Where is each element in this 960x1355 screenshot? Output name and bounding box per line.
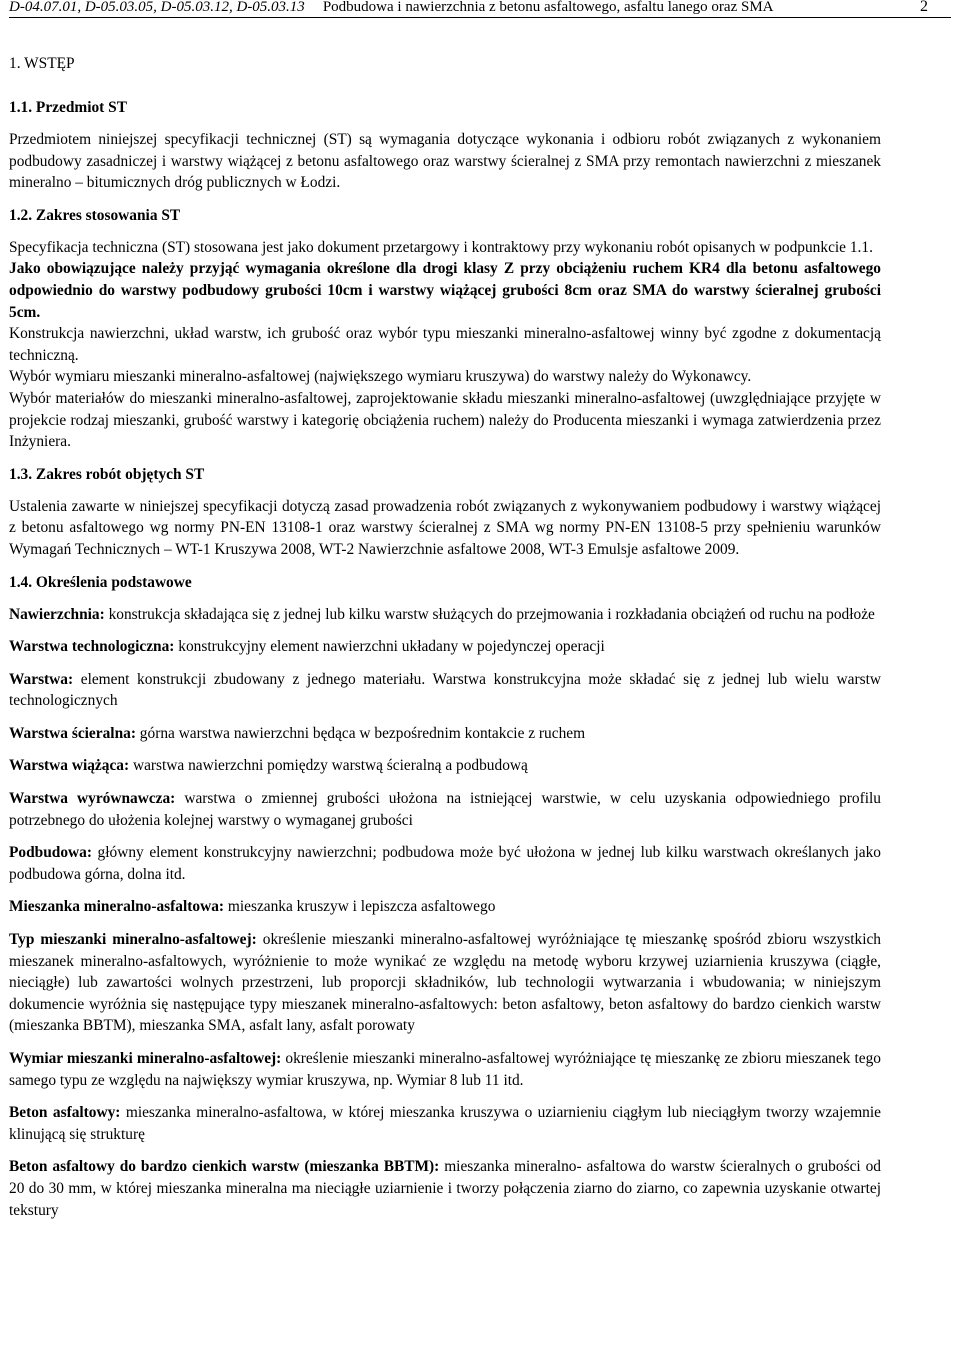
paragraph-zakres-5: Wybór materiałów do mieszanki mineralno-asfaltowej, zaprojektowanie składu mieszanki mineralno-asfaltowej (uwzględniające przyjęte w projekcie rodzaj mieszanki, grubość warstwy i kategorię obciążenia ruchem) należy do Producenta mieszanki i wymaga zatwierdzenia przez Inżyniera.: [9, 389, 881, 451]
paragraph-zakres-bold: Jako obowiązujące należy przyjąć wymagania określone dla drogi klasy Z przy obciążeniu ruchem KR4 dla betonu asfaltowego odpowiednio do warstwy podbudowy grubości 10cm i warstwy wiążącej grubości 8cm oraz SMA do warstwy ścieralnej grubości 5cm.: [9, 260, 881, 321]
definition-text: element konstrukcji zbudowany z jednego materiału. Warstwa konstrukcyjna może składać się z jednej lub wielu warstw technologicznych: [9, 670, 881, 710]
definition-term: Beton asfaltowy do bardzo cienkich warstw (mieszanka BBTM):: [9, 1158, 440, 1176]
definition-text: warstwa nawierzchni pomiędzy warstwą ścieralną a podbudową: [129, 757, 528, 775]
definition-item: [9, 723, 881, 745]
definition-item: [9, 755, 881, 777]
definition-item: [9, 788, 881, 831]
definition-text: górna warstwa nawierzchni będąca w bezpośrednim kontakcie z ruchem: [135, 724, 586, 742]
spec-codes: D-04.07.01, D-05.03.05, D-05.03.12, D-05.03.13: [9, 0, 305, 15]
section-heading-wstep: 1. WSTĘP: [9, 55, 75, 72]
definition-item: [9, 1048, 881, 1091]
definition-item: [9, 1102, 881, 1145]
definition-text: główny element konstrukcyjny nawierzchni; podbudowa może być ułożona w jednej lub kilku warstwach określanych jako podbudowa górna, dolna itd.: [9, 844, 881, 883]
subsection-heading-1-1: 1.1. Przedmiot ST: [9, 99, 127, 116]
subsection-heading-1-3: 1.3. Zakres robót objętych ST: [9, 465, 205, 483]
definition-term: Podbudowa:: [9, 844, 92, 862]
definition-term: Beton asfaltowy:: [9, 1104, 121, 1122]
definition-text: określenie mieszanki mineralno-asfaltowej wyróżniające tę mieszankę ze zbioru mieszanek tego samego typu ze względu na największy wymiar kruszywa, np. Wymiar 8 lub 11 itd.: [9, 1050, 881, 1089]
definition-term: Warstwa technologiczna:: [9, 638, 175, 656]
definition-text: mieszanka mineralno-asfaltowa, w której mieszanka kruszywa o uziarnieniu ciągłym lub nieciągłym tworzy wzajemnie klinującą się strukturę: [9, 1104, 881, 1143]
definition-term: Warstwa ścieralna:: [9, 724, 136, 742]
paragraph-przedmiot: Przedmiotem niniejszej specyfikacji technicznej (ST) są wymagania dotyczące wykonania i odbioru robót związanych z wykonaniem podbudowy zasadniczej i warstwy wiążącej z betonu asfaltowego oraz warstwy ścieralnej z SMA przy remontach nawierzchni z mieszanek mineralno – bitumicznych dróg publicznych w Łodzi.: [9, 131, 881, 192]
subsection-heading-1-2: 1.2. Zakres stosowania ST: [9, 206, 181, 224]
paragraph-zakres-4: Wybór wymiaru mieszanki mineralno-asfaltowej (największego wymiaru kruszywa) do warstwy należy do Wykonawcy.: [9, 368, 752, 386]
paragraph-zakres-robot: Ustalenia zawarte w niniejszej specyfikacji dotyczą zasad prowadzenia robót związanych z wykonywaniem podbudowy i warstwy wiążącej z betonu asfaltowego wg normy PN-EN 13108-1 oraz warstwy ścieralnej z SMA wg normy PN-EN 13108-5 przy spełnieniu warunków Wymagań Technicznych – WT-1 Kruszywa 2008, WT-2 Nawierzchnie asfaltowe 2008, WT-3 Emulsje asfaltowe 2009.: [9, 497, 881, 558]
paragraph-zakres-3: Konstrukcja nawierzchni, układ warstw, ich grubość oraz wybór typu mieszanki mineralno-asfaltowej winny być zgodne z dokumentacją techniczną.: [9, 325, 881, 364]
definition-term: Nawierzchnia:: [9, 605, 105, 623]
definition-term: Warstwa wiążąca:: [9, 757, 130, 775]
definition-text: mieszanka kruszyw i lepiszcza asfaltowego: [224, 898, 496, 916]
page-number: 2: [920, 0, 928, 15]
paragraph-zakres-1: Specyfikacja techniczna (ST) stosowana jest jako dokument przetargowy i kontraktowy przy wykonaniu robót opisanych w podpunkcie 1.1.: [9, 238, 873, 256]
definition-item: [9, 604, 881, 626]
definition-term: Wymiar mieszanki mineralno-asfaltowej:: [9, 1050, 282, 1067]
definition-item: [9, 669, 881, 712]
definition-term: Mieszanka mineralno-asfaltowa:: [9, 898, 225, 916]
definition-text: konstrukcja składająca się z jednej lub kilku warstw służących do przejmowania i rozkładania obciążeń od ruchu na podłoże: [104, 605, 875, 623]
definition-text: konstrukcyjny element nawierzchni układany w pojedynczej operacji: [174, 638, 605, 656]
definition-term: Typ mieszanki mineralno-asfaltowej:: [9, 931, 257, 949]
page-header: [9, 0, 951, 18]
document-body: [9, 53, 881, 1232]
definition-item: [9, 896, 881, 918]
subsection-heading-1-4: 1.4. Określenia podstawowe: [9, 573, 192, 591]
definition-text: określenie mieszanki mineralno-asfaltowej wyróżniające tę mieszankę spośród zbioru wszystkich mieszanek mineralno-asfaltowych, wyróżnienie to może wynikać ze względu na metodę wyboru krzywej uziarnienia kruszywa (ciągłe, nieciągłe) lub zawartości wolnych przestrzeni, lub proporcji składników, lub technologii wytwarzania i wbudowania; w niniejszym dokumencie wyróżnia się następujące typy mieszanek mineralno-asfaltowych: beton asfaltowy, beton asfaltowy do bardzo cienkich warstw (mieszanka BBTM), mieszanka SMA, asfalt lany, asfalt porowaty: [9, 931, 881, 1035]
definition-text: mieszanka mineralno- asfaltowa do warstw ścieralnych o grubości od 20 do 30 mm, w której mieszanka mineralna ma nieciągłe uziarnienie i tworzy połączenia ziarno do ziarno, co zapewnia uzyskanie otwartej tekstury: [9, 1158, 881, 1219]
definition-item: [9, 929, 881, 1037]
definition-term: Warstwa wyrównawcza:: [9, 790, 176, 808]
definition-item: [9, 636, 881, 658]
definition-text: warstwa o zmiennej grubości ułożona na istniejącej warstwie, w celu uzyskania odpowiedniego profilu potrzebnego do ułożenia kolejnej warstwy o wymaganej grubości: [9, 790, 881, 829]
definition-term: Warstwa:: [9, 670, 74, 688]
definition-item: [9, 842, 881, 885]
document-title: Podbudowa i nawierzchnia z betonu asfaltowego, asfaltu lanego oraz SMA: [322, 0, 774, 15]
definition-item: [9, 1156, 881, 1221]
